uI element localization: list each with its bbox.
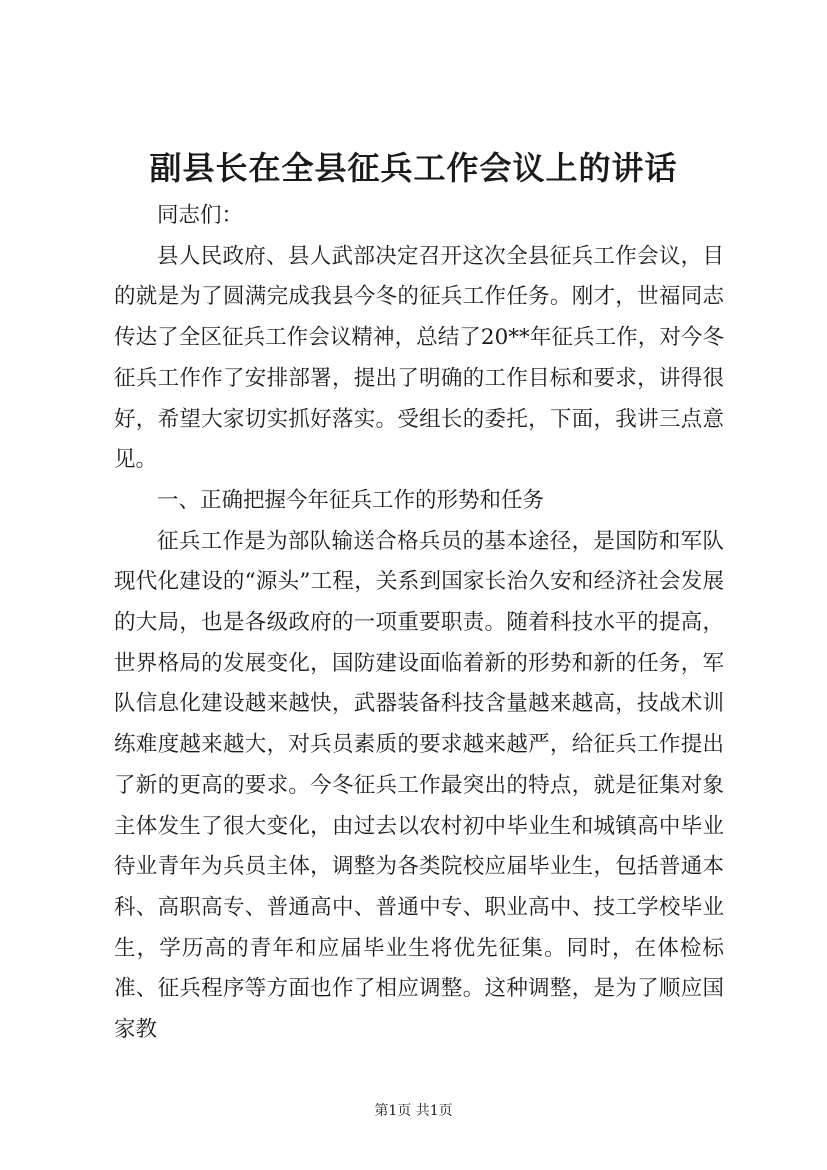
section-heading: 一、正确把握今年征兵工作的形势和任务 — [157, 487, 545, 513]
document-title: 副县长在全县征兵工作会议上的讲话 — [149, 149, 678, 187]
paragraph-intro: 县人民政府、县人武部决定召开这次全县征兵工作会议，目的就是为了圆满完成我县今冬的征兵工作任务。刚才，世福同志传达了全区征兵工作会议精神，总结了20**年征兵工作，对今冬征兵工作作了安排部署，提出了明确的工作目标和要求，讲得很好，希望大家切实抓好落实。受组长的委托，下面，我讲三点意见。 — [114, 243, 724, 473]
page-footer: 第1页 共1页 — [374, 1103, 453, 1119]
document-body — [114, 196, 724, 1051]
salutation: 同志们： — [157, 203, 244, 228]
paragraph-body: 征兵工作是为部队输送合格兵员的基本途径，是国防和军队现代化建设的“源头”工程，关系到国家长治久安和经济社会发展的大局，也是各级政府的一项重要职责。随着科技水平的提高，世界格局的发展变化，国防建设面临着新的形势和新的任务，军队信息化建设越来越快，武器装备科技含量越来越高，技战术训练难度越来越大，对兵员素质的要求越来越严，给征兵工作提出了新的更高的要求。今冬征兵工作最突出的特点，就是征集对象主体发生了很大变化，由过去以农村初中毕业生和城镇高中毕业待业青年为兵员主体，调整为各类院校应届毕业生，包括普通本科、高职高专、普通高中、普通中专、职业高中、技工学校毕业生，学历高的青年和应届毕业生将优先征集。同时，在体检标准、征兵程序等方面也作了相应调整。这种调整，是为了顺应国家教 — [114, 528, 724, 1043]
